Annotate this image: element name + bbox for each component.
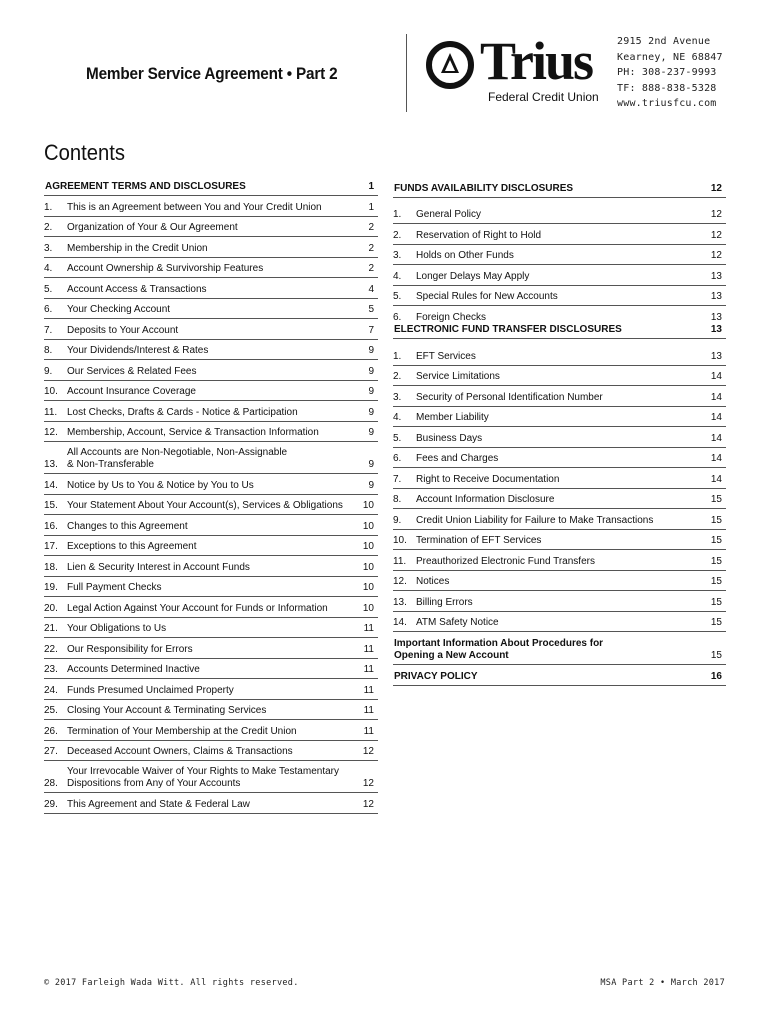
- toc-item-page: 9: [368, 427, 374, 438]
- toc-item-number: 19.: [44, 582, 58, 593]
- toc-item-label: [394, 324, 698, 336]
- toc-item-number: 10.: [44, 386, 58, 397]
- toc-item[interactable]: [393, 245, 726, 266]
- toc-item-number: 7.: [44, 324, 53, 336]
- toc-item-label: [416, 597, 698, 609]
- toc-item-label: [394, 671, 698, 683]
- logo-subtext: Federal Credit Union: [488, 90, 599, 104]
- toc-item-label: [67, 500, 350, 512]
- toc-item[interactable]: [393, 612, 726, 633]
- toc-item-page: 9: [368, 479, 374, 491]
- toc-item-label-line: FUNDS AVAILABILITY DISCLOSURES: [394, 183, 574, 194]
- toc-item-page: 13: [710, 323, 722, 335]
- toc-item-label-line: AGREEMENT TERMS AND DISCLOSURES: [45, 181, 246, 192]
- toc-item[interactable]: [393, 591, 726, 612]
- toc-item-label-line: Lost Checks, Drafts & Cards - Notice & Participation: [67, 406, 298, 418]
- toc-item[interactable]: [44, 536, 378, 557]
- toc-item-label: [45, 181, 350, 193]
- toc-item-label-line: Deceased Account Owners, Claims & Transactions: [67, 746, 293, 757]
- toc-item-label: [416, 617, 698, 629]
- toc-item[interactable]: [393, 571, 726, 592]
- toc-item[interactable]: [44, 196, 378, 217]
- toc-item-label-line: Closing Your Account & Terminating Services: [67, 705, 267, 716]
- toc-item-page: 5: [368, 304, 374, 315]
- toc-item-label: [416, 250, 698, 262]
- toc-item-label: [394, 183, 698, 195]
- toc-item-label: [416, 576, 698, 588]
- toc-item-page: 13: [710, 311, 722, 323]
- toc-item-page: 1: [368, 181, 374, 192]
- toc-right-column: [393, 180, 726, 686]
- toc-item-label: [416, 494, 698, 506]
- toc-item[interactable]: [44, 381, 378, 402]
- toc-item-label: [416, 271, 698, 283]
- toc-item-page: 13: [710, 291, 722, 302]
- toc-item-page: 14: [710, 432, 722, 444]
- toc-item-label-line: Your Checking Account: [67, 304, 171, 315]
- toc-item-number: 7.: [393, 473, 402, 485]
- toc-section-heading[interactable]: [393, 665, 726, 686]
- toc-item-label-line: Membership, Account, Service & Transaction Information: [67, 427, 319, 438]
- toc-item-label: [67, 427, 350, 439]
- toc-item-label-line: PRIVACY POLICY: [394, 671, 478, 682]
- toc-item-page: 11: [363, 664, 374, 675]
- toc-item-label-line: Legal Action Against Your Account for Funds or Information: [67, 602, 328, 614]
- toc-item-page: 12: [362, 746, 374, 757]
- document-title: Member Service Agreement • Part 2: [86, 64, 338, 83]
- toc-item-label-line: Member Liability: [416, 412, 489, 423]
- toc-section-heading[interactable]: [393, 180, 726, 198]
- toc-item-label-line: Security of Personal Identification Number: [416, 391, 603, 403]
- toc-item-label-line: General Policy: [416, 209, 482, 220]
- toc-item[interactable]: [44, 401, 378, 422]
- toc-item-page: 13: [710, 270, 722, 282]
- toc-item-number: 11.: [44, 406, 58, 418]
- toc-item-number: 17.: [44, 541, 58, 552]
- toc-item-number: 6.: [393, 453, 402, 464]
- toc-item-number: 23.: [44, 664, 58, 675]
- toc-item[interactable]: [393, 448, 726, 469]
- toc-item-page: 12: [362, 798, 374, 810]
- toc-item-label-line: Termination of Your Membership at the Credit Union: [67, 725, 297, 737]
- toc-item[interactable]: [393, 198, 726, 224]
- toc-item-number: 24.: [44, 684, 58, 696]
- toc-item-label: [416, 412, 698, 424]
- toc-item[interactable]: [44, 442, 378, 474]
- address-phone: PH: 308-237-9993: [617, 67, 717, 78]
- toc-item[interactable]: [44, 299, 378, 320]
- toc-item-label-line: This is an Agreement between You and Your Credit Union: [67, 201, 322, 213]
- toc-item[interactable]: [393, 427, 726, 448]
- address-city: Kearney, NE 68847: [617, 51, 723, 63]
- toc-item-number: 28.: [44, 778, 58, 789]
- toc-item-label-line: Fees and Charges: [416, 453, 499, 464]
- toc-section-heading[interactable]: [44, 178, 378, 196]
- toc-item-label: [416, 371, 698, 383]
- toc-item-number: 21.: [44, 623, 58, 634]
- toc-item[interactable]: [393, 550, 726, 571]
- toc-item-number: 11.: [393, 555, 407, 567]
- toc-item-label-line: Important Information About Procedures for: [394, 638, 604, 649]
- toc-item-label: [67, 407, 350, 419]
- toc-item-number: 29.: [44, 798, 58, 810]
- toc-item[interactable]: [44, 720, 378, 741]
- toc-item-label-line: Notice by Us to You & Notice by You to Us: [67, 479, 254, 491]
- toc-item-label-line: EFT Services: [416, 350, 476, 362]
- toc-item-page: 10: [362, 561, 374, 573]
- toc-item-number: 6.: [393, 311, 402, 323]
- toc-item-number: 16.: [44, 520, 58, 532]
- toc-item-label-line: Account Access & Transactions: [67, 283, 207, 295]
- toc-item-label-line: Right to Receive Documentation: [416, 473, 560, 485]
- toc-item[interactable]: [44, 319, 378, 340]
- toc-item-number: 1.: [44, 201, 53, 213]
- toc-item-label: [67, 263, 350, 275]
- toc-item-number: 9.: [44, 365, 53, 377]
- toc-item-label: [416, 556, 698, 568]
- toc-item-label-line: Accounts Determined Inactive: [67, 664, 200, 675]
- toc-item-label-line: Dispositions from Any of Your Accounts: [67, 778, 241, 789]
- toc-item-page: 9: [368, 459, 374, 470]
- toc-item-label-line: Your Irrevocable Waiver of Your Rights to Make Testamentary: [67, 766, 339, 777]
- toc-item[interactable]: [393, 339, 726, 366]
- toc-item[interactable]: [393, 286, 726, 307]
- toc-item-page: 2: [368, 242, 374, 254]
- toc-item-label: [67, 562, 350, 574]
- toc-item-page: 11: [363, 725, 374, 737]
- toc-item-label: [67, 304, 350, 316]
- toc-item-page: 14: [710, 391, 722, 403]
- toc-item[interactable]: [44, 422, 378, 443]
- toc-item-label-line: Your Statement About Your Account(s), Services & Obligations: [67, 500, 343, 511]
- toc-item[interactable]: [44, 597, 378, 618]
- toc-item-label-line: ELECTRONIC FUND TRANSFER DISCLOSURES: [394, 323, 622, 335]
- toc-item[interactable]: [44, 741, 378, 762]
- toc-item-number: 5.: [44, 283, 53, 295]
- toc-item[interactable]: [44, 278, 378, 299]
- toc-item-number: 20.: [44, 602, 58, 614]
- toc-item[interactable]: [44, 474, 378, 495]
- toc-item[interactable]: [44, 556, 378, 577]
- toc-item-label-line: Notices: [416, 576, 450, 587]
- toc-item-page: 12: [710, 183, 722, 194]
- toc-item-page: 12: [710, 250, 722, 261]
- toc-item[interactable]: [393, 530, 726, 551]
- toc-item[interactable]: [44, 618, 378, 639]
- footer-doc-id: MSA Part 2 • March 2017: [600, 978, 725, 988]
- toc-item-page: 15: [710, 514, 722, 526]
- toc-item-label-line: Opening a New Account: [394, 650, 509, 661]
- toc-item-label-line: Deposits to Your Account: [67, 324, 179, 336]
- toc-item-label-line: Billing Errors: [416, 596, 473, 608]
- toc-item-page: 12: [710, 209, 722, 220]
- toc-item-label-line: This Agreement and State & Federal Law: [67, 798, 250, 810]
- address-website[interactable]: www.triusfcu.com: [617, 98, 717, 109]
- toc-item-number: 13.: [393, 596, 407, 608]
- toc-item[interactable]: [393, 489, 726, 510]
- toc-item-number: 10.: [393, 535, 407, 546]
- toc-item[interactable]: [44, 360, 378, 381]
- toc-item-label: [67, 603, 350, 615]
- toc-item-page: 15: [710, 576, 722, 587]
- toc-item[interactable]: [44, 340, 378, 361]
- toc-item-label: [67, 664, 350, 676]
- toc-item-number: 3.: [393, 391, 402, 403]
- toc-item-label: [67, 345, 350, 357]
- toc-item-page: 11: [363, 684, 374, 696]
- toc-item-label-line: Preauthorized Electronic Fund Transfers: [416, 555, 595, 567]
- toc-item-page: 15: [710, 596, 722, 608]
- toc-item-label: [67, 447, 350, 471]
- toc-item-page: 10: [362, 500, 374, 511]
- trius-logo: [424, 31, 604, 108]
- toc-item[interactable]: [44, 237, 378, 258]
- toc-item-label: [416, 230, 698, 242]
- toc-item-label-line: Funds Presumed Unclaimed Property: [67, 684, 234, 696]
- toc-item-page: 13: [710, 350, 722, 362]
- toc-item-label: [67, 746, 350, 758]
- toc-item-label-line: Account Ownership & Survivorship Features: [67, 263, 264, 274]
- toc-item-page: 15: [710, 555, 722, 567]
- toc-item-number: 13.: [44, 459, 58, 470]
- toc-item-page: 15: [710, 650, 722, 661]
- address-street: 2915 2nd Avenue: [617, 36, 711, 47]
- toc-item-page: 11: [363, 705, 374, 716]
- toc-item-number: 8.: [393, 494, 402, 505]
- toc-item-label-line: ATM Safety Notice: [416, 617, 499, 628]
- toc-item-page: 12: [710, 229, 722, 241]
- toc-item-page: 10: [362, 602, 374, 614]
- toc-item-label: [67, 386, 350, 398]
- toc-section-heading[interactable]: [393, 632, 726, 665]
- toc-item-number: 2.: [393, 229, 402, 241]
- toc-item-page: 15: [710, 494, 722, 505]
- toc-item-page: 9: [368, 406, 374, 418]
- toc-item-number: 4.: [393, 412, 402, 423]
- toc-item[interactable]: [393, 407, 726, 428]
- toc-item-label: [67, 480, 350, 492]
- toc-item-label-line: All Accounts are Non-Negotiable, Non-Assignable: [67, 447, 288, 458]
- logo-wordmark: Trius: [480, 31, 593, 91]
- toc-item-label-line: Credit Union Liability for Failure to Make Transactions: [416, 514, 654, 526]
- toc-item-number: 1.: [393, 350, 402, 362]
- toc-item[interactable]: [393, 265, 726, 286]
- toc-item-label-line: Our Responsibility for Errors: [67, 643, 193, 655]
- toc-item-page: 16: [710, 671, 722, 682]
- toc-item-label-line: Your Obligations to Us: [67, 623, 167, 634]
- toc-item-label-line: Service Limitations: [416, 371, 500, 382]
- toc-item-page: 11: [363, 623, 374, 634]
- toc-item[interactable]: [44, 700, 378, 721]
- toc-item-page: 14: [710, 371, 722, 382]
- toc-item-page: 1: [368, 201, 374, 213]
- toc-item-label: [416, 392, 698, 404]
- toc-item-label-line: Holds on Other Funds: [416, 250, 514, 261]
- toc-item-label: [67, 685, 350, 697]
- toc-item-page: 15: [710, 617, 722, 628]
- toc-item-number: 12.: [393, 576, 407, 587]
- toc-item-label: [67, 766, 350, 790]
- footer-copyright: © 2017 Farleigh Wada Witt. All rights reserved.: [44, 978, 299, 988]
- toc-item-number: 27.: [44, 746, 58, 757]
- toc-item-label: [416, 433, 698, 445]
- contents-heading: Contents: [44, 140, 126, 165]
- toc-item-label: [67, 521, 350, 533]
- toc-item-number: 22.: [44, 643, 58, 655]
- toc-item-label-line: Account Insurance Coverage: [67, 386, 196, 397]
- toc-item-label: [416, 474, 698, 486]
- toc-item-label: [416, 453, 698, 465]
- toc-item[interactable]: [44, 793, 378, 814]
- toc-item-page: 14: [710, 453, 722, 464]
- toc-item-label: [67, 202, 350, 214]
- toc-item-label-line: Your Dividends/Interest & Rates: [67, 345, 209, 356]
- trius-logo-mark-icon: [424, 38, 478, 92]
- toc-item-label-line: Termination of EFT Services: [416, 535, 542, 546]
- toc-item-label-line: Longer Delays May Apply: [416, 270, 530, 282]
- toc-item-page: 2: [368, 222, 374, 233]
- toc-item-number: 25.: [44, 705, 58, 716]
- toc-item-label: [67, 325, 350, 337]
- toc-item-label: [67, 726, 350, 738]
- toc-item[interactable]: [44, 217, 378, 238]
- toc-item[interactable]: [44, 679, 378, 700]
- toc-item[interactable]: [44, 577, 378, 598]
- toc-item-label: [67, 541, 350, 553]
- toc-item-number: 14.: [393, 617, 407, 628]
- toc-item-page: 14: [710, 473, 722, 485]
- header-divider: [406, 34, 407, 112]
- toc-item-page: 14: [710, 412, 722, 423]
- toc-item-label: [67, 222, 350, 234]
- toc-item[interactable]: [44, 258, 378, 279]
- toc-item-label-line: Full Payment Checks: [67, 582, 162, 593]
- toc-item-label: [67, 366, 350, 378]
- toc-item[interactable]: [44, 495, 378, 516]
- toc-item-number: 8.: [44, 345, 53, 356]
- toc-item-number: 5.: [393, 432, 402, 444]
- toc-item-label-line: Business Days: [416, 432, 483, 444]
- toc-item-number: 2.: [393, 371, 402, 382]
- toc-item-number: 26.: [44, 725, 58, 737]
- toc-item-page: 10: [362, 582, 374, 593]
- toc-item-label: [416, 209, 698, 221]
- toc-item-label-line: Reservation of Right to Hold: [416, 229, 542, 241]
- toc-item-page: 11: [363, 643, 374, 655]
- toc-item-number: 2.: [44, 222, 53, 233]
- toc-item-label-line: & Non-Transferable: [67, 459, 154, 470]
- toc-item[interactable]: [44, 761, 378, 793]
- toc-item-label: [67, 284, 350, 296]
- toc-item-label-line: Organization of Your & Our Agreement: [67, 222, 238, 233]
- toc-item-label: [67, 582, 350, 594]
- toc-item-label-line: Membership in the Credit Union: [67, 242, 208, 254]
- toc-item-label-line: Exceptions to this Agreement: [67, 541, 197, 552]
- toc-item-page: 9: [368, 386, 374, 397]
- contact-address: [617, 34, 723, 112]
- toc-item-page: 12: [362, 778, 374, 789]
- toc-item-number: 9.: [393, 514, 402, 526]
- toc-item[interactable]: [44, 515, 378, 536]
- toc-item-number: 18.: [44, 561, 58, 573]
- toc-item-label-line: Account Information Disclosure: [416, 494, 555, 505]
- toc-item-number: 15.: [44, 500, 58, 511]
- toc-item-number: 4.: [393, 270, 402, 282]
- toc-item-label-line: Our Services & Related Fees: [67, 365, 197, 377]
- toc-item-label: [67, 644, 350, 656]
- toc-item-label: [416, 312, 698, 324]
- toc-item-page: 10: [362, 520, 374, 532]
- toc-item-label: [67, 243, 350, 255]
- toc-item[interactable]: [44, 638, 378, 659]
- toc-item-page: 10: [362, 541, 374, 552]
- toc-item-page: 4: [368, 283, 374, 295]
- toc-item-label: [416, 351, 698, 363]
- toc-item[interactable]: [393, 224, 726, 245]
- toc-item-number: 12.: [44, 427, 58, 438]
- toc-item-label-line: Lien & Security Interest in Account Funds: [67, 561, 250, 573]
- toc-item[interactable]: [393, 366, 726, 387]
- toc-item-number: 14.: [44, 479, 58, 491]
- toc-item-label-line: Special Rules for New Accounts: [416, 291, 558, 302]
- toc-section-heading[interactable]: [393, 323, 726, 339]
- toc-left-column: [44, 178, 378, 814]
- toc-item[interactable]: [44, 659, 378, 680]
- toc-item-number: 4.: [44, 263, 53, 274]
- toc-item[interactable]: [393, 386, 726, 407]
- toc-item-label: [416, 535, 698, 547]
- toc-item-label: [394, 638, 698, 662]
- toc-item-label: [416, 515, 698, 527]
- toc-item-label-line: Changes to this Agreement: [67, 520, 188, 532]
- toc-item-page: 9: [368, 345, 374, 356]
- toc-item-page: 9: [368, 365, 374, 377]
- toc-item-label-line: Foreign Checks: [416, 311, 487, 323]
- toc-item-number: 1.: [393, 209, 402, 220]
- toc-item-number: 3.: [393, 250, 402, 261]
- toc-item-number: 6.: [44, 304, 53, 315]
- toc-item-number: 5.: [393, 291, 402, 302]
- toc-item-number: 3.: [44, 242, 53, 254]
- toc-item[interactable]: [393, 509, 726, 530]
- toc-item-label: [67, 799, 350, 811]
- toc-item-label: [67, 705, 350, 717]
- toc-item-label: [416, 291, 698, 303]
- toc-item[interactable]: [393, 468, 726, 489]
- toc-item-page: 2: [368, 263, 374, 274]
- address-tollfree: TF: 888-838-5328: [617, 82, 717, 94]
- toc-item-page: 15: [710, 535, 722, 546]
- toc-item-label: [67, 623, 350, 635]
- toc-item-page: 7: [368, 324, 374, 336]
